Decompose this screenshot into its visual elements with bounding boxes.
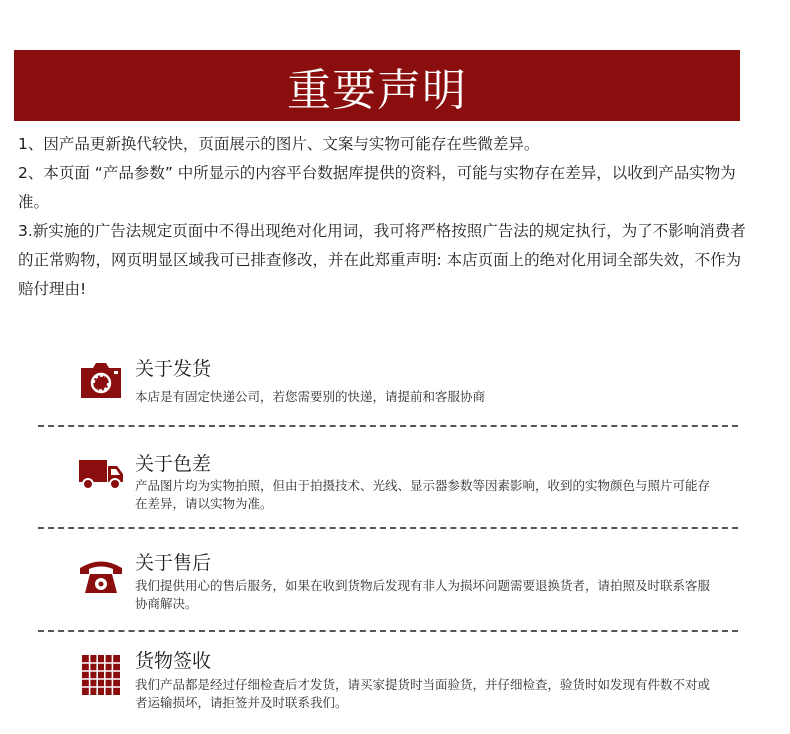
notice-item-2: 2、本页面 “产品参数” 中所显示的内容平台数据库提供的资料，可能与实物存在差异，以收到产品实物为准。 [18,164,736,211]
notice-text [18,130,748,304]
section-body: 产品图片均为实物拍照，但由于拍摄技术、光线、显示器参数等因素影响，收到的实物颜色与照片可能存在差异，请以实物为准。 [135,478,711,511]
telephone-icon [77,555,125,595]
notice-item-1: 1、因产品更新换代较快，页面展示的图片、文案与实物可能存在些微差异。 [18,135,540,153]
notice-item-3: 3.新实施的广告法规定页面中不得出现绝对化用词，我可将严格按照广告法的规定执行，为了不影响消费者的正常购物，网页明显区域我可已排查修改，并在此郑重声明: 本店页面上的绝对化用词全部失效，不作为赔付理由! [18,222,746,298]
section-body: 我们提供用心的售后服务，如果在收到货物后发现有非人为损坏问题需要退换货者，请拍照及时联系客服协商解决。 [135,578,711,611]
grid-icon [77,655,125,695]
truck-icon [77,452,125,492]
dashed-divider [38,630,738,632]
section-title: 关于发货 [135,358,212,380]
camera-icon [77,360,125,400]
page-title-banner [14,50,740,121]
section-body: 本店是有固定快递公司，若您需要别的快递，请提前和客服协商 [135,389,486,404]
section-body: 我们产品都是经过仔细检查后才发货，请买家提货时当面验货，并仔细检查，验货时如发现有件数不对或者运输损坏，请拒签并及时联系我们。 [135,677,711,710]
dashed-divider [38,425,738,427]
section-title: 关于色差 [135,453,212,475]
section-title: 关于售后 [135,552,212,574]
page-title: 重要声明 [287,64,467,116]
dashed-divider [38,527,738,529]
section-title: 货物签收 [135,650,212,672]
